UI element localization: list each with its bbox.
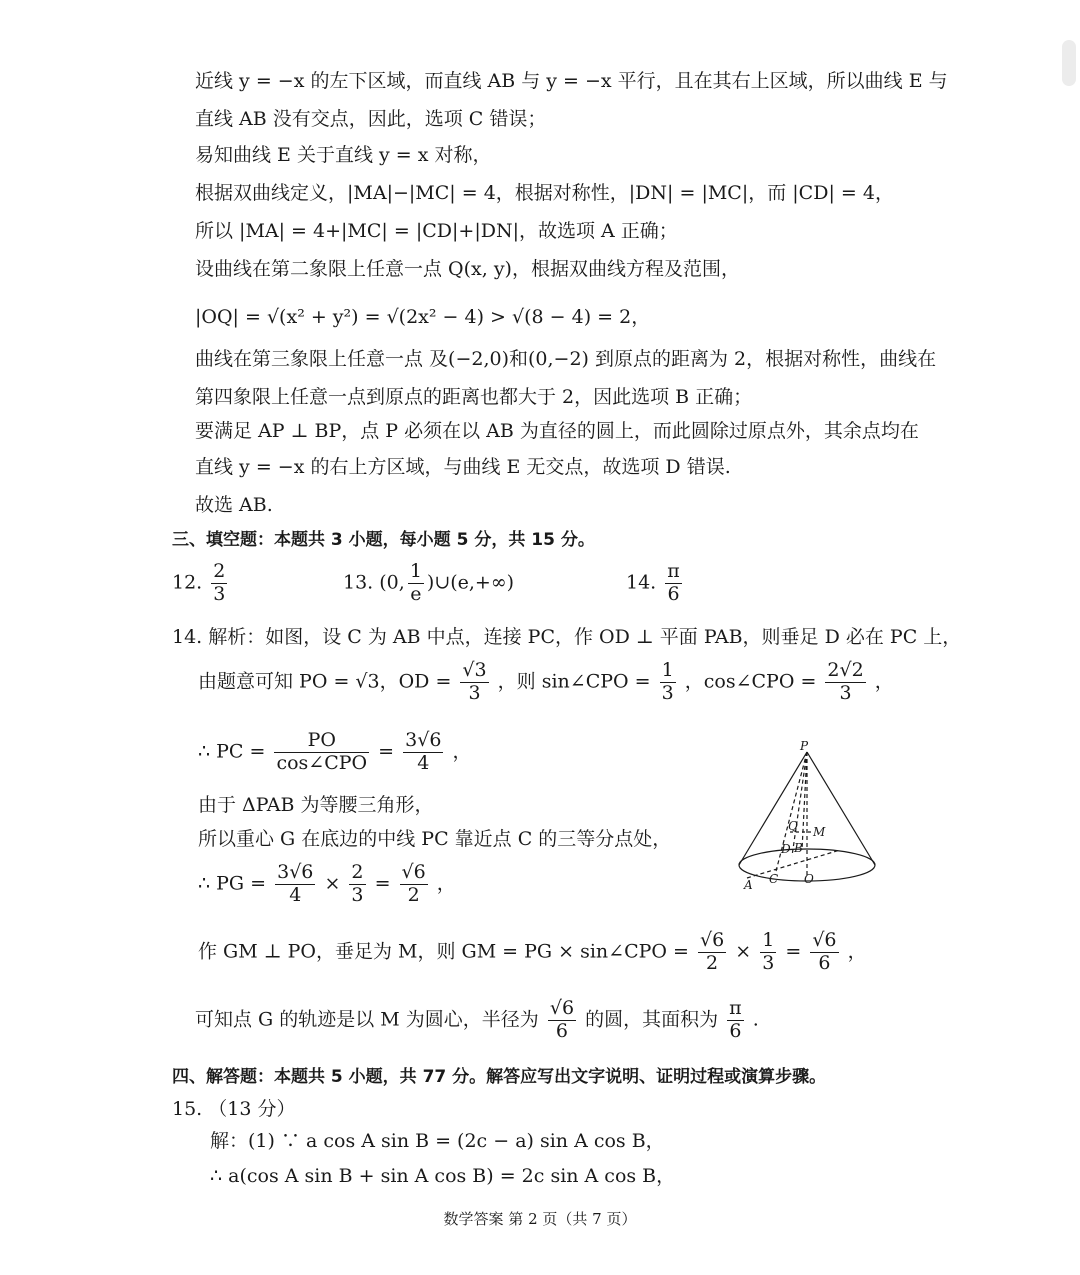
numerator: π (729, 997, 742, 1019)
text-line: 解：(1) ∵ a cos A sin B = (2c − a) sin A cos B， (210, 1130, 665, 1152)
denominator: 6 (729, 1019, 742, 1042)
denominator: 3 (468, 681, 481, 704)
fraction (810, 930, 838, 975)
cone-figure (732, 738, 882, 890)
denominator: 2 (706, 951, 719, 974)
denominator: 3 (839, 681, 852, 704)
numerator: 1 (661, 659, 674, 681)
math-text: ， (436, 872, 456, 895)
math-text: × (735, 940, 752, 963)
text-line: 曲线在第三象限上任意一点 及(−2,0)和(0,−2) 到原点的距离为 2，根据对称性，曲线在 (195, 348, 937, 370)
fraction (275, 862, 315, 907)
math-text: = (374, 872, 391, 895)
math-text: ，则 sin∠CPO = (497, 670, 651, 693)
answer-13 (343, 561, 514, 606)
math-text: = (785, 940, 802, 963)
math-text: ，cos∠CPO = (684, 670, 817, 693)
label-O: O (804, 872, 814, 886)
math-text: )∪(e,+∞) (426, 571, 515, 594)
math-text: 作 GM ⊥ PO，垂足为 M，则 GM = PG × sin∠CPO = (198, 940, 689, 963)
math-line (198, 660, 894, 705)
numerator: π (667, 560, 680, 582)
answer-label: 13. (343, 571, 374, 594)
text-line: 由于 ΔPAB 为等腰三角形， (198, 794, 434, 816)
numerator: 2√2 (827, 659, 864, 681)
math-line (195, 998, 759, 1043)
text-line: 要满足 AP ⊥ BP，点 P 必须在以 AB 为直径的圆上，而此圆除过原点外，其余点均在 (195, 420, 919, 442)
fraction (665, 561, 682, 606)
scrollbar-thumb[interactable] (1062, 40, 1076, 86)
answer-label: 14. (626, 571, 657, 594)
text-line: 根据双曲线定义，|MA|−|MC| = 4，根据对称性，|DN| = |MC|，而 |CD| = 4， (195, 182, 894, 204)
answer-14 (626, 561, 685, 606)
fraction (349, 862, 365, 907)
math-text: ∴ PG = (198, 872, 267, 895)
answer-12 (172, 561, 230, 606)
fraction (460, 660, 488, 705)
denominator: 6 (555, 1019, 568, 1042)
denominator: 3 (213, 582, 226, 605)
numerator: √6 (401, 861, 426, 883)
math-line (198, 930, 867, 975)
fraction (408, 561, 424, 606)
denominator: 3 (762, 951, 775, 974)
text-line: ∴ a(cos A sin B + sin A cos B) = 2c sin A cos B， (210, 1165, 676, 1187)
fraction (403, 730, 443, 775)
text-line: 第四象限上任意一点到原点的距离也都大于 2，因此选项 B 正确； (195, 386, 753, 408)
numerator: √6 (700, 929, 725, 951)
numerator: 3√6 (277, 861, 314, 883)
math-text: ， (874, 670, 894, 693)
page-footer: 数学答案 第 2 页（共 7 页） (443, 1210, 637, 1228)
text-line: 直线 AB 没有交点，因此，选项 C 错误； (195, 108, 547, 130)
math-line (198, 730, 472, 775)
denominator: 6 (667, 582, 680, 605)
fraction (727, 998, 744, 1043)
math-line (198, 862, 456, 907)
math-text: 可知点 G 的轨迹是以 M 为圆心，半径为 (195, 1008, 539, 1031)
label-C: C (769, 872, 779, 886)
math-text: . (752, 1008, 759, 1031)
label-P: P (800, 739, 809, 753)
question-number: 15. （13 分） (172, 1098, 296, 1120)
numerator: PO (274, 730, 369, 753)
fraction (400, 862, 428, 907)
math-text: ∴ PC = (198, 740, 266, 763)
denominator: cos∠CPO (276, 751, 368, 774)
text-line: |OQ| = √(x² + y²) = √(2x² − 4) > √(8 − 4) = 2， (195, 306, 651, 328)
fraction (274, 730, 369, 775)
label-B: B (794, 841, 803, 855)
numerator: √3 (462, 659, 487, 681)
text-line: 故选 AB. (195, 494, 273, 516)
math-text: ， (847, 940, 867, 963)
fraction (825, 660, 865, 705)
label-M: M (813, 825, 826, 839)
denominator: e (410, 582, 422, 605)
section-heading: 三、填空题：本题共 3 小题，每小题 5 分，共 15 分。 (172, 530, 595, 550)
numerator: 1 (762, 929, 775, 951)
numerator: 2 (213, 560, 226, 582)
label-A: A (744, 878, 753, 890)
label-D: D (781, 842, 791, 856)
denominator: 4 (289, 883, 302, 906)
fraction (548, 998, 576, 1043)
fraction (698, 930, 726, 975)
fraction (660, 660, 676, 705)
text-line: 直线 y = −x 的右上方区域，与曲线 E 无交点，故选项 D 错误. (195, 456, 731, 478)
math-text: 的圆，其面积为 (585, 1008, 719, 1031)
fraction (211, 561, 227, 606)
math-text: 由题意可知 PO = √3，OD = (198, 670, 452, 693)
numerator: 3√6 (405, 729, 442, 751)
math-text: (0, (379, 571, 405, 594)
text-line: 所以重心 G 在底边的中线 PC 靠近点 C 的三等分点处， (198, 828, 672, 850)
denominator: 2 (407, 883, 420, 906)
numerator: 1 (409, 560, 422, 582)
numerator: √6 (812, 929, 837, 951)
fraction (760, 930, 776, 975)
text-line: 设曲线在第二象限上任意一点 Q(x, y)，根据双曲线方程及范围， (195, 258, 740, 280)
denominator: 4 (417, 751, 430, 774)
text-line: 易知曲线 E 关于直线 y = x 对称， (195, 144, 492, 166)
math-text: = (378, 740, 395, 763)
text-line: 近线 y = −x 的左下区域，而直线 AB 与 y = −x 平行，且在其右上区域，所以曲线 E 与 (195, 70, 948, 92)
text-line: 14. 解析：如图，设 C 为 AB 中点，连接 PC，作 OD ⊥ 平面 PAB，则垂足 D 必在 PC 上， (172, 626, 962, 648)
numerator: √6 (549, 997, 575, 1019)
denominator: 3 (351, 883, 364, 906)
answer-label: 12. (172, 571, 203, 594)
denominator: 3 (661, 681, 674, 704)
text-line: 所以 |MA| = 4+|MC| = |CD|+|DN|，故选项 A 正确； (195, 220, 678, 242)
denominator: 6 (818, 951, 831, 974)
numerator: 2 (351, 861, 364, 883)
math-text: ， (452, 740, 472, 763)
label-Q: Q (788, 819, 798, 833)
section-heading: 四、解答题：本题共 5 小题，共 77 分。解答应写出文字说明、证明过程或演算步骤。 (172, 1067, 827, 1087)
math-text: × (324, 872, 341, 895)
